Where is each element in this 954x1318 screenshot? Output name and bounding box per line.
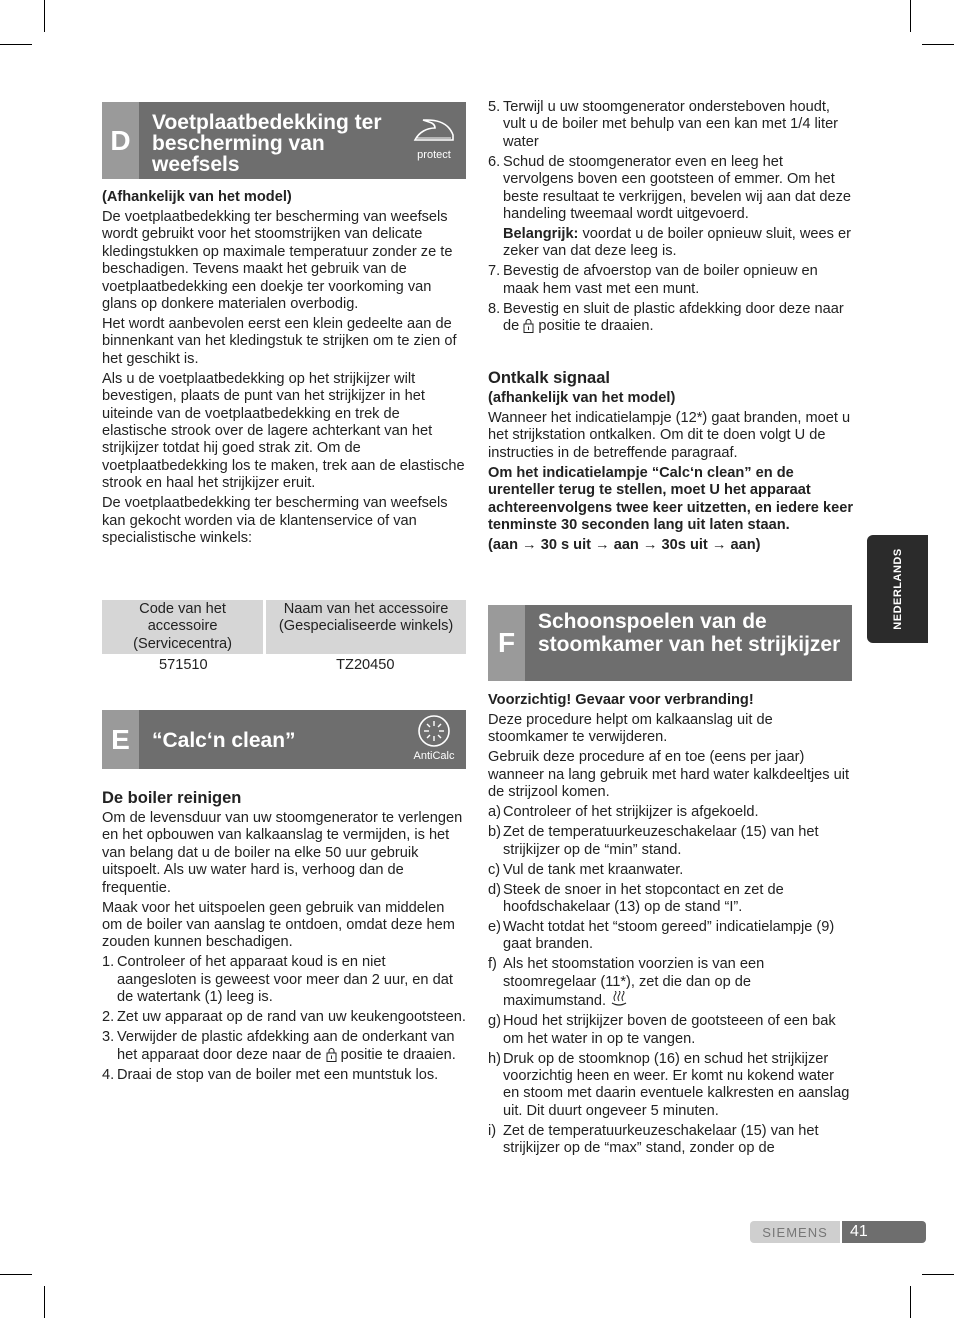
crop-mark — [922, 44, 954, 45]
crop-mark — [0, 1274, 32, 1275]
crop-mark — [44, 1286, 45, 1318]
paragraph: Wanneer het indicatielampje (12*) gaat branden, moet u het strijkstation ontkalken. Om dit te doen volgt U de instructies in de betreffende paragraaf. — [488, 410, 851, 461]
list-item — [488, 862, 854, 879]
table-cell: 571510 — [158, 657, 208, 674]
list-item — [102, 954, 468, 1006]
boiler-steps-continued — [488, 99, 854, 336]
list-item — [488, 154, 854, 261]
step-text: Controleer of het strijkijzer is afgekoeld. — [503, 804, 759, 821]
list-item — [488, 99, 854, 151]
step-text: Schud de stoomgenerator even en leeg het vervolgens boven een gootsteen of emmer. Om het beste resultaat te verkrijgen, bevelen wij aan dat deze handeling tweemaal wordt uitgevoerd. — [503, 153, 852, 223]
language-tab-label: NEDERLANDS — [891, 548, 904, 630]
paragraph: Maak voor het uitspoelen geen gebruik van middelen om de boiler van aanslag te ontdoen, omdat deze hem zouden kunnen beschadigen. — [102, 899, 455, 951]
step-text: Controleer of het apparaat koud is en niet aangesloten is geweest voor meer dan 2 uur, en dat de watertank (1) leeg is. — [117, 954, 453, 1006]
calc-signal-block — [488, 370, 854, 557]
table-row — [102, 654, 466, 677]
list-item — [488, 824, 854, 859]
step-number: i) — [488, 1122, 497, 1139]
section-d-icon-label: protect — [417, 149, 451, 161]
step-number: 4. — [102, 1066, 115, 1083]
step-number: h) — [488, 1050, 501, 1067]
model-note: (afhankelijk van het model) — [488, 390, 676, 406]
language-tab — [867, 535, 928, 643]
paragraph: Het wordt aanbevolen eerst een klein gedeelte aan de binnenkant van het kledingstuk te strijken om te zien of het geschikt is. — [102, 316, 457, 367]
list-item — [102, 1009, 468, 1026]
step-text: Bevestig de afvoerstop van de boiler opnieuw en maak hem vast met een munt. — [503, 263, 818, 297]
section-d-title: Voetplaatbedekking ter bescherming van weefsels — [152, 111, 382, 176]
paragraph: De voetplaatbedekking ter bescherming van weefsels kan gekocht worden via de klantenservice of van specialistische winkels: — [102, 495, 448, 547]
list-item — [488, 882, 854, 917]
section-f-header — [488, 605, 852, 681]
step-number: a) — [488, 804, 501, 821]
step-text: positie te draaien. — [340, 1046, 456, 1063]
list-item — [488, 301, 854, 336]
list-item — [488, 263, 854, 298]
important-note — [503, 226, 854, 261]
section-f-title: Schoonspoelen van de stoomkamer van het strijkijzer — [538, 610, 841, 656]
step-number: 3. — [102, 1029, 115, 1046]
step-text: Zet uw apparaat op de rand van uw keukengootsteen. — [117, 1009, 466, 1026]
step-number: 5. — [488, 99, 501, 115]
section-e-icon-label: AntiCalc — [413, 750, 455, 762]
section-e-header — [102, 710, 466, 769]
step-number: 8. — [488, 300, 501, 317]
accessory-table — [102, 600, 466, 678]
crop-mark — [910, 0, 911, 32]
step-number: b) — [488, 824, 501, 841]
section-d-body — [102, 189, 468, 550]
step-number: f) — [488, 956, 497, 973]
page-number: 41 — [842, 1221, 926, 1243]
list-item — [488, 1013, 854, 1048]
step-text: Bevestig en sluit de plastic afdekking door deze naar de — [503, 300, 844, 335]
step-text: Als het stoomstation voorzien is van een stoomregelaar (11*), zet die dan op de maximumstand. — [503, 956, 765, 1010]
step-text: Verwijder de plastic afdekking aan de onderkant van het apparaat door deze naar de — [117, 1029, 455, 1063]
table-header-row — [102, 600, 466, 654]
subheading: Ontkalk signaal — [488, 369, 610, 387]
crop-mark — [922, 1274, 954, 1275]
lock-position-icon — [326, 1047, 337, 1062]
lock-position-icon — [523, 318, 534, 333]
section-d-letter: D — [102, 102, 139, 179]
sequence-text: (aan → 30 s uit → aan → 30s uit → aan) — [488, 537, 761, 554]
rinse-steps — [488, 804, 854, 1157]
step-number: 1. — [102, 954, 115, 971]
section-e-title: “Calc‘n clean” — [152, 729, 296, 752]
step-number: g) — [488, 1013, 501, 1030]
step-number: 2. — [102, 1009, 115, 1026]
list-item — [488, 804, 854, 821]
list-item — [488, 919, 854, 954]
section-e-letter: E — [102, 710, 139, 769]
step-text: Zet de temperatuurkeuzeschakelaar (15) van het strijkijzer op de “max” stand, zonder op de — [503, 1122, 819, 1157]
paragraph: Als u de voetplaatbedekking op het strijkijzer wilt bevestigen, plaats de punt van het strijkijzer in het uiteinde van de voetplaatbedekking en trek de elastische strook over de lagere achterkant van het strijkijzer totdat hij goed strak zit. Om de voetplaatbedekking los te maken, trek aan de elastische strook en haal het strijkijzer eruit. — [102, 370, 465, 492]
step-number: d) — [488, 881, 501, 898]
step-text: Steek de snoer in het stopcontact en zet de hoofdschakelaar (13) op de stand “I”. — [503, 881, 784, 916]
step-text: Zet de temperatuurkeuzeschakelaar (15) van het strijkijzer op de “min” stand. — [503, 824, 819, 858]
crop-mark — [0, 44, 32, 45]
important-label: Belangrijk: — [503, 226, 579, 243]
section-f-letter: F — [488, 605, 525, 681]
step-text: Terwijl u uw stoomgenerator ondersteboven houdt, vult u de boiler met behulp van een kan met 1/4 liter water — [503, 99, 839, 150]
section-e-body — [102, 790, 468, 1087]
crop-mark — [910, 1286, 911, 1318]
footer-brand: SIEMENS — [750, 1221, 840, 1243]
step-number: e) — [488, 919, 501, 936]
paragraph: Gebruik deze procedure af en toe (eens per jaar) wanneer na lang gebruik met hard water kalkdeeltjes uit de strijzool komen. — [488, 749, 849, 801]
paragraph: Deze procedure helpt om kalkaanslag uit de stoomkamer te verwijderen. — [488, 712, 773, 746]
list-item — [488, 956, 854, 1010]
crop-mark — [44, 0, 45, 32]
table-cell: TZ20450 — [336, 657, 395, 674]
paragraph: Om de levensduur van uw stoomgenerator te verlengen en het opbouwen van kalkaanslag te vermijden, is het van belang dat u de boiler na elke 50 uur gebruik uitspoelt. Als uw water hard is, verhoog dan de frequentie. — [102, 810, 463, 896]
paragraph: De voetplaatbedekking ter bescherming van weefsels wordt gebruikt voor het stoomstrijken van delicate kledingstukken op maximale temperatuur zonder ze te beschadigen. Tevens maakt het gebruik van de voetplaatbedekking een doekje ter voorkoming van glans op donkere materialen overbodig. — [102, 209, 453, 313]
section-f-body — [488, 692, 854, 1160]
step-text: Druk op de stoomknop (16) en schud het strijkijzer voorzichtig heen en weer. Er komt nu kokend water en stoom met daarin eventuele kalkresten en aanslag uit. Dit duurt ongeveer 5 minuten. — [503, 1050, 850, 1119]
important-text: voordat u de boiler opnieuw sluit, wees er zeker van dat deze leeg is. — [503, 226, 851, 260]
list-item — [102, 1029, 468, 1064]
warning-text: Voorzichtig! Gevaar voor verbranding! — [488, 692, 754, 708]
section-d-header — [102, 102, 466, 179]
steam-max-icon — [610, 991, 628, 1007]
boiler-steps — [102, 954, 468, 1084]
right-column-top — [488, 99, 854, 338]
list-item — [488, 1123, 854, 1158]
list-item — [102, 1067, 468, 1084]
table-header: Naam van het accessoire (Gespecialiseerde winkels) — [265, 600, 466, 654]
step-text: Draai de stop van de boiler met een muntstuk los. — [117, 1066, 439, 1083]
table-header: Code van het accessoire (Servicecentra) — [102, 600, 265, 654]
step-number: 7. — [488, 263, 501, 280]
step-number: 6. — [488, 153, 501, 170]
model-note: (Afhankelijk van het model) — [102, 189, 292, 205]
step-text: Wacht totdat het “stoom gereed” indicatielampje (9) gaat branden. — [503, 919, 835, 953]
step-text: Vul de tank met kraanwater. — [503, 861, 684, 878]
step-number: c) — [488, 861, 501, 878]
step-text: positie te draaien. — [538, 318, 654, 335]
subheading: De boiler reinigen — [102, 789, 242, 807]
anticalc-icon — [406, 713, 462, 762]
step-text: Houd het strijkijzer boven de gootsteeen of een bak om het water in op te vangen. — [503, 1013, 836, 1047]
paragraph-bold: Om het indicatielampje “Calc‘n clean” en de urenteller terug te stellen, moet U het apparaat achtereenvolgens twee keer uitzetten, en iedere keer tenminste 30 seconden lang uit laten staan. — [488, 464, 854, 534]
list-item — [488, 1051, 854, 1121]
iron-protect-icon — [406, 116, 462, 161]
